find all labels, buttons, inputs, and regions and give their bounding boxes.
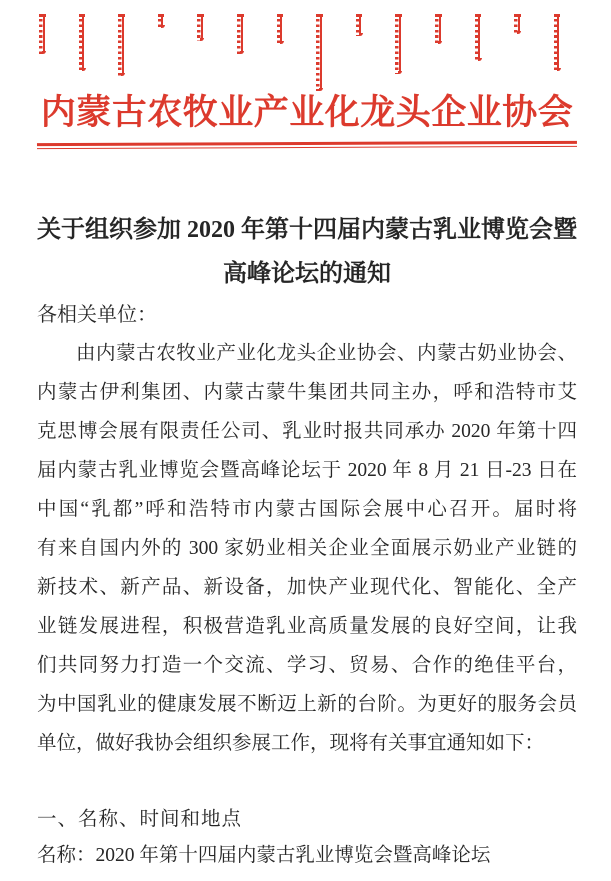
- section-heading: 一、名称、时间和地点: [37, 809, 243, 830]
- body-line: 克思博会展有限责任公司、乳业时报共同承办 2020 年第十四: [37, 421, 577, 442]
- mongolian-word-glyph: [197, 14, 204, 41]
- notice-body: [37, 334, 577, 763]
- salutation: 各相关单位：: [37, 304, 157, 326]
- section-name-line: 名称：2020 年第十四届内蒙古乳业博览会暨高峰论坛: [37, 845, 491, 866]
- mongolian-word-glyph: [395, 14, 402, 74]
- mongolian-word-glyph: [554, 14, 561, 71]
- organization-name-title: 内蒙古农牧业产业化龙头企业协会: [40, 93, 574, 132]
- mongolian-word-glyph: [277, 14, 284, 44]
- body-line: 内蒙古伊利集团、内蒙古蒙牛集团共同主办，呼和浩特市艾: [37, 382, 577, 403]
- body-line: 们共同努力打造一个交流、学习、贸易、合作的绝佳平台，: [37, 655, 577, 676]
- body-line: 新技术、新产品、新设备，加快产业现代化、智能化、全产: [37, 577, 577, 598]
- mongolian-word-glyph: [475, 14, 482, 61]
- notice-title-line-2: 高峰论坛的通知: [223, 261, 391, 287]
- mongolian-word-glyph: [39, 14, 46, 54]
- body-line: 为中国乳业的健康发展不断迈上新的台阶。为更好的服务会员: [37, 694, 577, 715]
- notice-title: [37, 208, 577, 296]
- body-line: 单位，做好我协会组织参展工作，现将有关事宜通知如下：: [37, 733, 545, 754]
- body-line: 有来自国内外的 300 家奶业相关企业全面展示奶业产业链的: [37, 538, 577, 559]
- mongolian-word-glyph: [514, 14, 521, 34]
- mongolian-word-glyph: [356, 14, 363, 36]
- mongolian-word-glyph: [237, 14, 244, 54]
- notice-title-line-1: 关于组织参加 2020 年第十四届内蒙古乳业博览会暨: [37, 217, 577, 243]
- mongolian-word-glyph: [118, 14, 125, 76]
- red-double-rule-divider: [37, 141, 577, 153]
- mongolian-word-glyph: [158, 14, 165, 28]
- mongolian-word-glyph: [316, 14, 323, 91]
- body-line: 届内蒙古乳业博览会暨高峰论坛于 2020 年 8 月 21 日-23 日在: [37, 460, 577, 481]
- body-line: 中国“乳都”呼和浩特市内蒙古国际会展中心召开。届时将: [37, 499, 577, 520]
- mongolian-word-glyph: [79, 14, 86, 71]
- body-line: 业链发展进程，积极营造乳业高质量发展的良好空间，让我: [37, 616, 577, 637]
- body-line: 由内蒙古农牧业产业化龙头企业协会、内蒙古奶业协会、: [76, 343, 577, 364]
- mongolian-word-glyph: [435, 14, 442, 44]
- mongolian-script: [37, 14, 577, 88]
